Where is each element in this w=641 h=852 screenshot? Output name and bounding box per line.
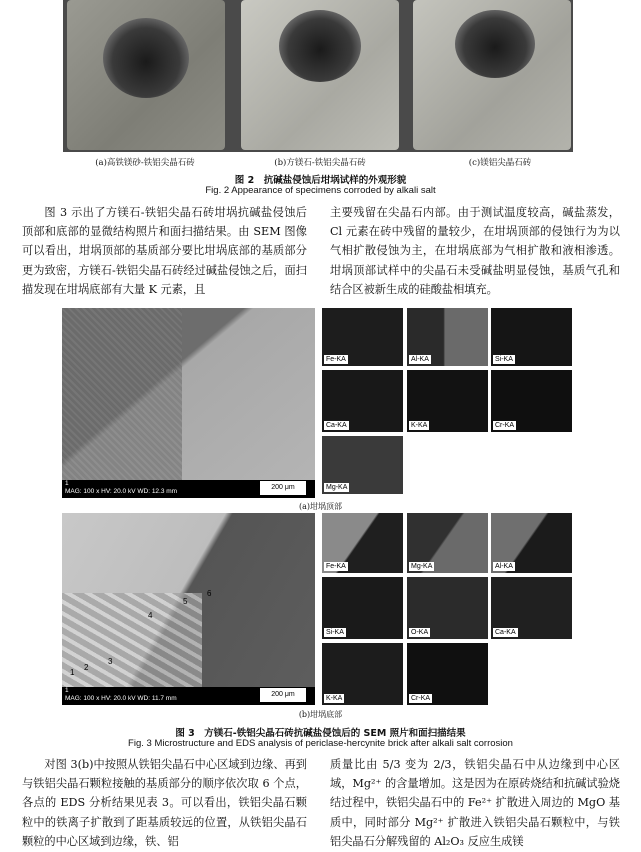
point-5: 5 — [183, 597, 188, 606]
sem-info-bar-bottom: 1 MAG: 100 x HV: 20.0 kV WD: 11.7 mm — [62, 687, 315, 705]
point-1: 1 — [70, 668, 75, 677]
point-3: 3 — [108, 657, 113, 666]
sem-image-bottom — [62, 513, 315, 705]
eds-map-k-top: K-KA — [407, 370, 488, 432]
eds-map-fe-bottom: Fe-KA — [322, 513, 403, 573]
point-4: 4 — [148, 611, 153, 620]
crucible-c — [413, 0, 571, 150]
fig3-caption-en: Fig. 3 Microstructure and EDS analysis of periclase-hercynite brick after alkali salt corrosion — [128, 738, 513, 749]
eds-map-ca-top: Ca-KA — [322, 370, 403, 432]
fig2-subcaption-a: (a)高铁镁砂-铁铝尖晶石砖 — [95, 158, 195, 168]
eds-map-al-top: Al-KA — [407, 308, 488, 366]
eds-map-k-bottom: K-KA — [322, 643, 403, 705]
fig3-caption-cn: 图 3 方镁石-铁铝尖晶石砖抗碱盐侵蚀后的 SEM 照片和面扫描结果 — [175, 728, 466, 739]
fig2-caption-en: Fig. 2 Appearance of specimens corroded by alkali salt — [205, 185, 436, 196]
point-6: 6 — [207, 589, 212, 598]
figure2-photo — [63, 0, 573, 152]
eds-map-o-bottom: O-KA — [407, 577, 488, 639]
fig3-subcaption-b: (b)坩埚底部 — [298, 710, 343, 719]
paragraph-right-top: 主要残留在尖晶石内部。由于测试温度较高，碱盐蒸发，Cl 元素在砖中残留的量较少，在坩埚顶部的侵蚀行为为以气相扩散侵蚀为主，在坩埚底部为气相扩散和液相渗透。坩埚顶部试样中的尖晶石未受碱盐明显侵蚀，基质气孔和结合区被新生成的硅酸盐相填充。 — [330, 206, 620, 296]
fig2-subcaption-c: (c)镁铝尖晶石砖 — [468, 158, 532, 168]
fig2-subcaption-b: (b)方镁石-铁铝尖晶石砖 — [274, 158, 366, 168]
paragraph-left-top: 图 3 示出了方镁石-铁铝尖晶石砖坩埚抗碱盐侵蚀后顶部和底部的显微结构照片和面扫描结果。由 SEM 图像可以看出，坩埚顶部的基质部分要比坩埚底部的基质部分更为致密，方镁石-铁铝尖晶石砖经过碱盐侵蚀之后，面扫描发现在坩埚底部有大量 K 元素，且 — [22, 206, 307, 296]
fig3-subcaption-a: (a)坩埚顶部 — [298, 502, 342, 511]
paragraph-right-bottom: 质量比由 5/3 变为 2/3，铁铝尖晶石中从边缘到中心区域，Mg²⁺ 的含量增加。这是因为在原砖烧结和抗碱试验烧结过程中，铁铝尖晶石中的 Fe²⁺ 扩散进入周边的 MgO 基质中，同时部分 Mg²⁺ 扩散进入铁铝尖晶石颗粒中，与铁铝尖晶石分解残留的 Al₂O₃ 反应生成镁 — [330, 758, 620, 848]
eds-map-mg-top: Mg-KA — [322, 436, 403, 494]
paragraph-left-bottom: 对图 3(b)中按照从铁铝尖晶石中心区域到边缘、再到与铁铝尖晶石颗粒接触的基质部分的顺序依次取 6 个点，各点的 EDS 分析结果见表 3。可以看出，铁铝尖晶石颗粒中的铁离子扩散到了距基质较远的位置，从铁铝尖晶石颗粒的中心区域到边缘，铁、铝 — [22, 758, 307, 848]
crucible-a — [67, 0, 225, 150]
crucible-b — [241, 0, 399, 150]
eds-map-si-bottom: Si-KA — [322, 577, 403, 639]
fig2-caption-cn: 图 2 抗碱盐侵蚀后坩埚试样的外观形貌 — [234, 175, 407, 186]
scale-bar-top: 200 μm — [259, 480, 307, 496]
eds-map-cr-top: Cr-KA — [491, 370, 572, 432]
eds-map-cr-bottom: Cr-KA — [407, 643, 488, 705]
sem-image-top — [62, 308, 315, 498]
eds-map-si-top: Si-KA — [491, 308, 572, 366]
eds-map-mg-bottom: Mg-KA — [407, 513, 488, 573]
eds-map-al-bottom: Al-KA — [491, 513, 572, 573]
scale-bar-bottom: 200 μm — [259, 687, 307, 703]
eds-map-ca-bottom: Ca-KA — [491, 577, 572, 639]
eds-map-fe-top: Fe-KA — [322, 308, 403, 366]
sem-info-bar-top: 1 MAG: 100 x HV: 20.0 kV WD: 12.3 mm — [62, 480, 315, 498]
point-2: 2 — [84, 663, 89, 672]
